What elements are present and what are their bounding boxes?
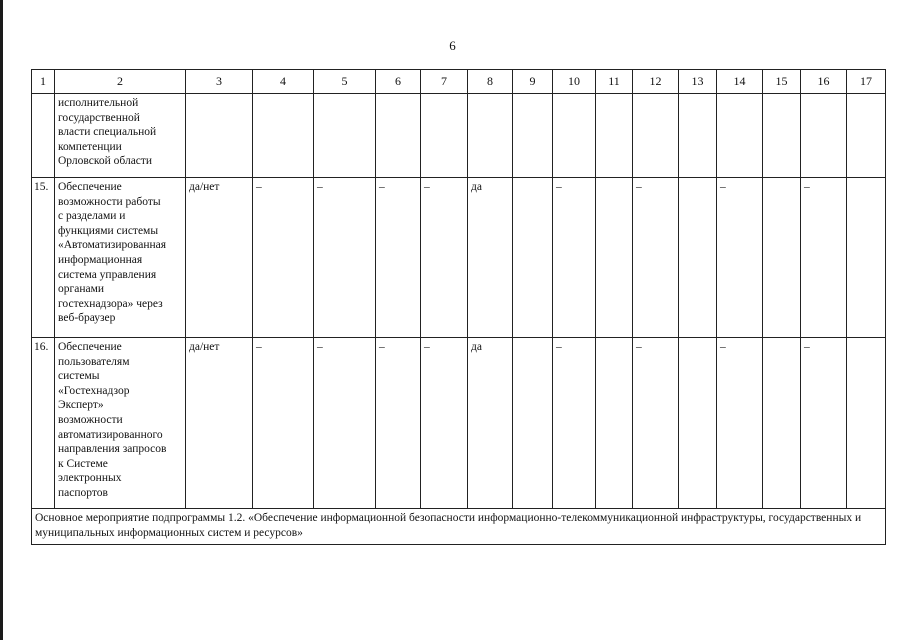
column-header-4: 4 — [253, 70, 314, 94]
cell-col-5: – — [314, 338, 376, 509]
cell-col-8 — [468, 94, 513, 178]
row-description — [55, 338, 186, 509]
description-line: Обеспечение — [58, 341, 122, 353]
column-header-10: 10 — [553, 70, 596, 94]
description-line: власти специальной — [58, 126, 157, 139]
description-line: веб-браузер — [58, 312, 116, 325]
row-number: 15. — [32, 178, 55, 338]
cell-col-14: – — [717, 338, 763, 509]
cell-col-17 — [847, 338, 886, 509]
cell-col-3: да/нет — [186, 178, 253, 338]
cell-col-15 — [763, 178, 801, 338]
document-table — [31, 69, 886, 545]
description-line: Обеспечение — [58, 181, 122, 193]
description-line: паспортов — [58, 486, 108, 499]
column-header-6: 6 — [376, 70, 421, 94]
description-line: с разделами и — [58, 210, 126, 223]
cell-col-6: – — [376, 178, 421, 338]
description-line: Орловской области — [58, 155, 153, 168]
description-line: государственной — [58, 111, 140, 124]
table-header-row — [32, 70, 886, 94]
description-line: направления запросов — [58, 443, 167, 456]
cell-col-13 — [679, 94, 717, 178]
cell-col-7 — [421, 94, 468, 178]
cell-col-15 — [763, 94, 801, 178]
cell-col-9 — [513, 338, 553, 509]
table-row — [32, 178, 886, 338]
cell-col-13 — [679, 178, 717, 338]
cell-col-7: – — [421, 338, 468, 509]
column-header-9: 9 — [513, 70, 553, 94]
description-line: возможности работы — [58, 195, 161, 208]
column-header-14: 14 — [717, 70, 763, 94]
cell-col-15 — [763, 338, 801, 509]
description-line: «Гостехнадзор — [58, 384, 130, 397]
cell-col-7: – — [421, 178, 468, 338]
description-line: гостехнадзора» через — [58, 297, 163, 310]
cell-col-11 — [596, 178, 633, 338]
column-header-5: 5 — [314, 70, 376, 94]
cell-col-6 — [376, 94, 421, 178]
cell-col-11 — [596, 338, 633, 509]
description-line: информационная — [58, 253, 143, 266]
cell-col-5 — [314, 94, 376, 178]
column-header-12: 12 — [633, 70, 679, 94]
column-header-7: 7 — [421, 70, 468, 94]
description-line: исполнительной — [58, 97, 139, 109]
description-line: компетенции — [58, 140, 122, 153]
cell-col-10 — [553, 94, 596, 178]
table-row — [32, 94, 886, 178]
cell-col-12 — [633, 94, 679, 178]
column-header-8: 8 — [468, 70, 513, 94]
cell-col-6: – — [376, 338, 421, 509]
cell-col-17 — [847, 94, 886, 178]
cell-col-9 — [513, 178, 553, 338]
column-header-1: 1 — [32, 70, 55, 94]
page-number: 6 — [449, 38, 456, 53]
row-number — [32, 94, 55, 178]
scan-left-edge — [0, 0, 3, 640]
cell-col-16: – — [801, 338, 847, 509]
cell-col-8: да — [468, 338, 513, 509]
description-line: «Автоматизированная — [58, 239, 167, 252]
cell-col-3: да/нет — [186, 338, 253, 509]
column-header-11: 11 — [596, 70, 633, 94]
column-header-2: 2 — [55, 70, 186, 94]
column-header-17: 17 — [847, 70, 886, 94]
description-line: системы — [58, 370, 100, 383]
cell-col-14 — [717, 94, 763, 178]
subprogram-title: Основное мероприятие подпрограммы 1.2. «Обеспечение информационной безопасности информационно-телекоммуникационной инфраструктуры, государственных и муниципальных информационных систем и ресурсов» — [32, 509, 886, 545]
cell-col-13 — [679, 338, 717, 509]
description-line: система управления — [58, 268, 157, 281]
description-line: электронных — [58, 472, 122, 485]
cell-col-8: да — [468, 178, 513, 338]
cell-col-12: – — [633, 178, 679, 338]
description-line: функциями системы — [58, 224, 159, 237]
cell-col-17 — [847, 178, 886, 338]
cell-col-4 — [253, 94, 314, 178]
column-header-13: 13 — [679, 70, 717, 94]
row-description — [55, 94, 186, 178]
cell-col-12: – — [633, 338, 679, 509]
cell-col-16 — [801, 94, 847, 178]
cell-col-14: – — [717, 178, 763, 338]
cell-col-10: – — [553, 178, 596, 338]
cell-col-5: – — [314, 178, 376, 338]
table-row — [32, 338, 886, 509]
description-line: пользователям — [58, 355, 130, 368]
description-line: автоматизированного — [58, 428, 163, 441]
description-line: возможности — [58, 413, 123, 426]
description-line: Эксперт» — [58, 399, 104, 412]
row-description — [55, 178, 186, 338]
cell-col-9 — [513, 94, 553, 178]
column-header-3: 3 — [186, 70, 253, 94]
cell-col-16: – — [801, 178, 847, 338]
cell-col-10: – — [553, 338, 596, 509]
column-header-15: 15 — [763, 70, 801, 94]
row-number: 16. — [32, 338, 55, 509]
subprogram-row — [32, 509, 886, 545]
description-line: к Системе — [58, 457, 108, 470]
description-line: органами — [58, 283, 105, 296]
cell-col-3 — [186, 94, 253, 178]
column-header-16: 16 — [801, 70, 847, 94]
cell-col-4: – — [253, 338, 314, 509]
cell-col-4: – — [253, 178, 314, 338]
cell-col-11 — [596, 94, 633, 178]
